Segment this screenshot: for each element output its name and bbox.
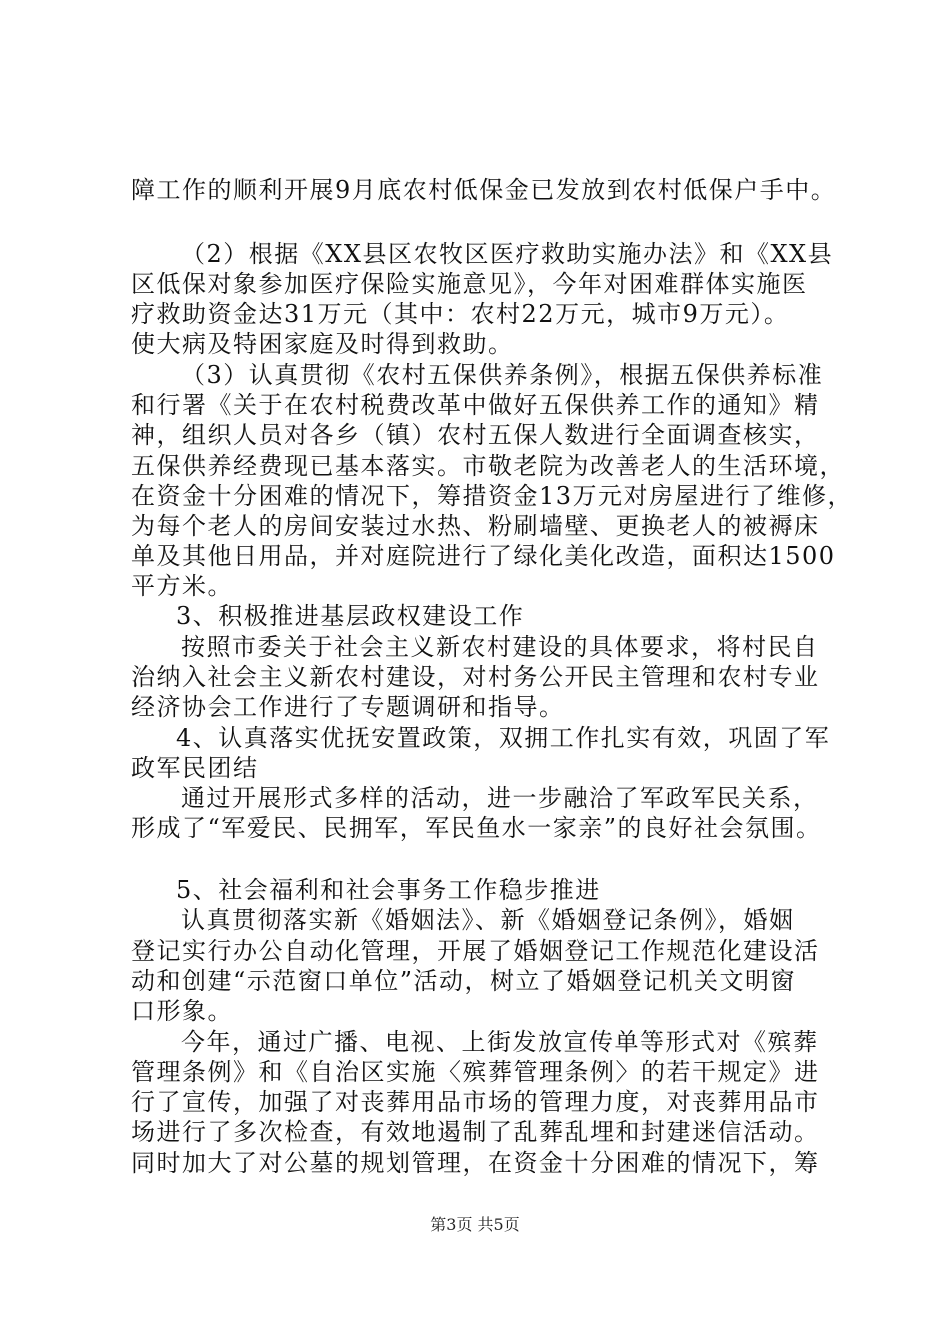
text-line: 管理条例》和《自治区实施〈殡葬管理条例〉的若干规定》进 [131, 1058, 820, 1086]
text-line: 单及其他日用品，并对庭院进行了绿化美化改造，面积达1500 [131, 542, 836, 570]
text-line: （2）根据《XX县区农牧区医疗救助实施办法》和《XX县 [181, 240, 834, 268]
text-line: 五保供养经费现已基本落实。市敬老院为改善老人的生活环境， [131, 452, 845, 480]
text-line: 口形象。 [131, 997, 233, 1025]
text-line: 神，组织人员对各乡（镇）农村五保人数进行全面调查核实， [131, 421, 820, 449]
text-line: 场进行了多次检查，有效地遏制了乱葬乱埋和封建迷信活动。 [131, 1118, 820, 1146]
text-line: 今年，通过广播、电视、上街发放宣传单等形式对《殡葬 [181, 1028, 819, 1056]
section-heading: 3、积极推进基层政权建设工作 [176, 602, 525, 630]
text-line: 经济协会工作进行了专题调研和指导。 [131, 693, 565, 721]
text-line: 同时加大了对公墓的规划管理，在资金十分困难的情况下，筹 [131, 1149, 820, 1177]
page-number-footer: 第3页 共5页 [430, 1215, 520, 1234]
section-heading: 5、社会福利和社会事务工作稳步推进 [176, 876, 601, 904]
section-heading: 政军民团结 [131, 754, 259, 782]
text-line: 在资金十分困难的情况下，筹措资金13万元对房屋进行了维修， [131, 482, 854, 510]
text-line: 认真贯彻落实新《婚姻法》、新《婚姻登记条例》，婚姻 [181, 906, 795, 934]
text-line: 疗救助资金达31万元（其中：农村22万元，城市9万元）。 [131, 300, 790, 328]
text-line: 障工作的顺利开展9月底农村低保金已发放到农村低保户手中。 [131, 176, 837, 204]
text-line: 为每个老人的房间安装过水热、粉刷墙壁、更换老人的被褥床 [131, 512, 820, 540]
text-line: 行了宣传，加强了对丧葬用品市场的管理力度，对丧葬用品市 [131, 1088, 820, 1116]
text-line: 通过开展形式多样的活动，进一步融洽了军政军民关系， [181, 784, 819, 812]
text-line: 形成了“军爱民、民拥军，军民鱼水一家亲”的良好社会氛围。 [131, 814, 822, 842]
text-line: （3）认真贯彻《农村五保供养条例》，根据五保供养标准 [181, 361, 824, 389]
section-heading: 4、认真落实优抚安置政策，双拥工作扎实有效，巩固了军 [176, 724, 831, 752]
text-line: 区低保对象参加医疗保险实施意见》，今年对困难群体实施医 [131, 270, 808, 298]
text-line: 动和创建“示范窗口单位”活动，树立了婚姻登记机关文明窗 [131, 967, 797, 995]
text-line: 按照市委关于社会主义新农村建设的具体要求，将村民自 [181, 633, 819, 661]
text-line: 登记实行办公自动化管理，开展了婚姻登记工作规范化建设活 [131, 937, 820, 965]
text-line: 平方米。 [131, 572, 233, 600]
text-line: 和行署《关于在农村税费改革中做好五保供养工作的通知》精 [131, 391, 820, 419]
text-line: 使大病及特困家庭及时得到救助。 [131, 330, 514, 358]
text-line: 治纳入社会主义新农村建设，对村务公开民主管理和农村专业 [131, 663, 820, 691]
